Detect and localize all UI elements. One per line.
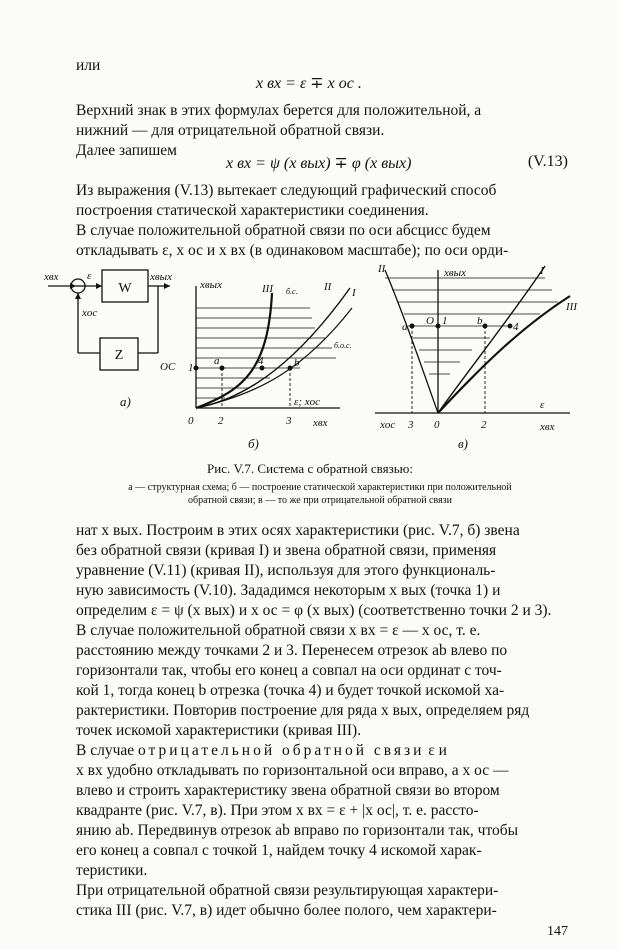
plot-c-c1: I [540,265,544,277]
plot-c-c3: III [566,301,577,313]
label-w: W [118,281,132,296]
plot-b-c1: I [352,287,356,299]
equation-number: (V.13) [527,153,568,170]
text-line: уравнение (V.11) (кривая II), используя для этого функциональ- [76,562,496,579]
plot-c-pb: b [477,315,483,327]
plot-c-p4: 4 [513,321,519,333]
plot-c-eps: ε [540,399,545,411]
text-span: Верхний знак в этих формулах берется для положительной, а [76,102,482,119]
plot-b-p2: 2 [218,415,224,427]
formula-2: x вх = ψ (x вых) ∓ φ (x вых) [226,155,412,172]
plot-c-xlabel: xвх [540,421,555,433]
text-line: определим ε = ψ (x вых) и x ос = φ (x вых) (соответственно точки 2 и 3). [76,602,552,619]
text-span: ε и [424,742,447,759]
text-line: горизонтали так, чтобы его конец a совпал на оси ординат с точ- [76,662,502,679]
figure-legend-2: обратной связи; в — то же при отрицательной обратной связи [187,495,452,506]
plot-c-o: 0 [434,419,440,431]
figure-legend-1: а — структурная схема; б — построение статической характеристики при положительной [128,482,512,493]
plot-b-c3: III [262,283,273,295]
text-line: или [76,57,101,74]
plot-c-p3: 3 [408,419,414,431]
plot-c-o1: O [426,315,434,327]
text-line: нат x вых. Построим в этих осях характеристики (рис. V.7, б) звена [76,522,520,539]
text-line: без обратной связи (кривая I) и звена обратной связи, применяя [76,542,497,559]
curve-b-III [196,293,272,408]
text-line: кой 1, тогда конец b отрезка (точка 4) и будет точкой искомой ха- [76,682,505,699]
text-line: ную зависимость (V.10). Зададимся некоторым x вых (точка 1) и [76,582,501,599]
label-a: а) [120,394,131,409]
text-line: рактеристики. Повторив построение для ряда x вых, определяем ряд [76,702,530,719]
plot-b-xlabel: xвх [313,417,328,429]
text-line: x вх удобно откладывать по горизонтальной оси вправо, а x ос — [76,762,509,779]
text-line: квадранте (рис. V.7, в). При этом x вх = ε + |x ос|, т. е. рассто- [76,802,479,819]
plot-b-c2: II [324,281,332,293]
text-line: его конец a совпал с точкой 1, найдем точку 4 искомой харак- [76,842,482,859]
plot-b-note2: б.о.с. [334,341,352,350]
plot-b-p3: 3 [286,415,292,427]
plot-c-p2: 2 [481,419,487,431]
plot-c-xoc: xос [380,419,396,431]
label-c: в) [458,436,468,451]
formula-1: x вх = ε ∓ x ос . [256,75,362,92]
plot-c-p1: 1 [442,315,448,327]
text-line: В случае положительной обратной связи по оси абсцисс будем [76,222,491,239]
plot-b-p4: 4 [258,355,264,367]
text-line: Далее запишем [76,142,177,159]
plot-b-grid [196,308,336,398]
text-line: янию ab. Передвинув отрезок ab вправо по горизонтали так, чтобы [76,822,519,839]
plot-c-pa: a [402,321,408,333]
curve-c-I [438,266,545,413]
page-number: 147 [547,924,568,939]
text-line [76,101,569,121]
label-z: Z [114,348,124,363]
text-line: При отрицательной обратной связи результирующая характери- [76,882,499,899]
plot-b-pa: a [214,355,220,367]
plot-b-note1: б.с. [286,287,298,296]
label-eps: ε [87,270,92,282]
label-xout: xвых [150,271,172,283]
text-line: Из выражения (V.13) вытекает следующий графический способ [76,182,497,199]
text-line: стика III (рис. V.7, в) идет обычно более полого, чем характери- [76,902,497,919]
plot-b-ylabel: xвых [200,279,222,291]
label-xoc: xос [82,307,98,319]
text-line: точек искомой характеристики (кривая III). [76,722,362,739]
label-b: б) [248,436,259,451]
text-line: откладывать ε, x ос и x вх (в одинаковом масштабе); по оси орди- [76,242,509,259]
text-line: влево и строить характеристику звена обратной связи во втором [76,782,500,799]
plot-c-ylabel: xвых [444,267,466,279]
plot-b-epsoc: ε; xос [294,396,321,408]
plot-b-p1: 1 [188,362,194,374]
text-line: построения статической характеристики соединения. [76,202,429,219]
plot-c-c2: II [378,263,386,275]
text-span: В случае [76,742,139,759]
curve-c-II [385,270,438,413]
plot-b-o: 0 [188,415,194,427]
text-line: теристики. [76,862,148,879]
label-oc: ОС [160,361,176,373]
figure-caption: Рис. V.7. Система с обратной связью: [207,461,413,476]
text-line: расстоянию между точками 2 и 3. Перенесем отрезок ab влево по [76,642,508,659]
text-line [76,741,569,761]
plot-b-pb: b [294,357,300,369]
label-xin: xвх [44,271,59,283]
text-line: нижний — для отрицательной обратной связи. [76,122,385,139]
spaced-emphasis: отрицательной обратной связи [138,742,425,759]
text-line: В случае положительной обратной связи x вх = ε — x ос, т. е. [76,622,481,639]
figure-v7 [40,258,585,458]
curve-c-III [438,296,570,413]
